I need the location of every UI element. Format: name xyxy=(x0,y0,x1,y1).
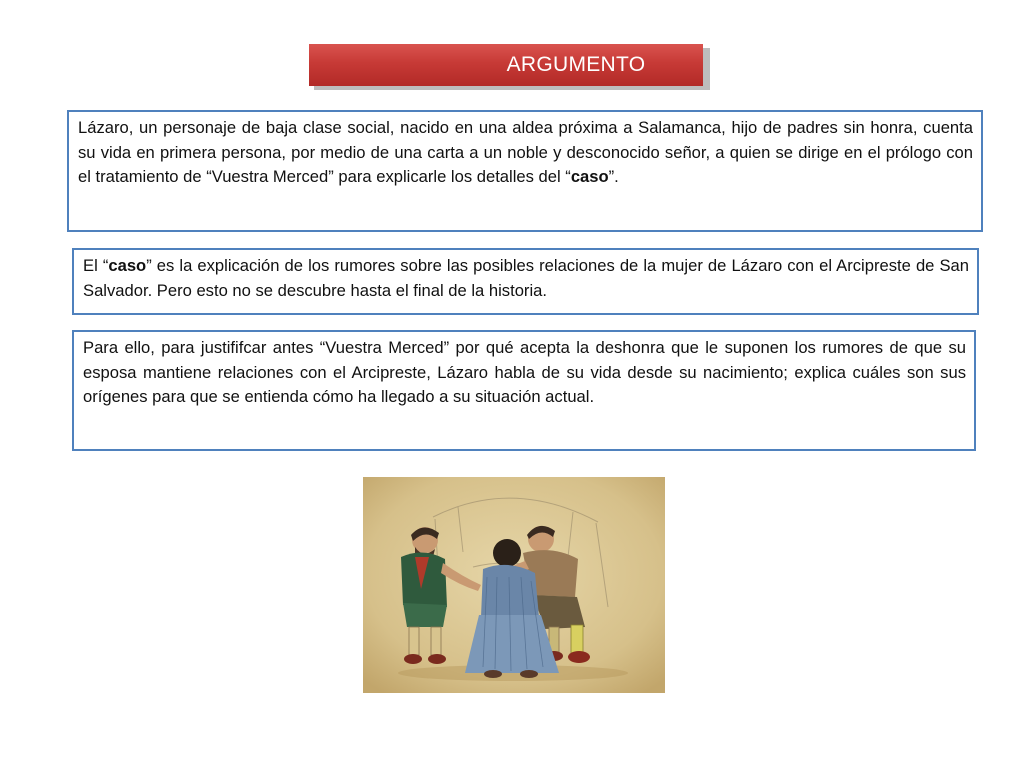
paragraph-1-end: ”. xyxy=(608,167,619,187)
paragraph-2-text: ” es la explicación de los rumores sobre las posibles relaciones de la mujer de Lázaro con el Arcipreste de San Salvador. Pero esto no se descubre hasta el final de la historia. xyxy=(83,256,969,300)
paragraph-3: Para ello, para justififcar antes “Vuestra Merced” por qué acepta la deshonra que le suponen los rumores de que su esposa mantiene relaciones con el Arcipreste, Lázaro habla de su vida desde su nacimiento; explica cuáles son sus orígenes para que se entienda cómo ha llegado a su situación actual. xyxy=(83,338,966,407)
paragraph-2-start: El “ xyxy=(83,256,109,275)
paragraph-2-bold-word: caso xyxy=(108,256,147,275)
paragraph-1 xyxy=(78,116,973,190)
slide-title: ARGUMENTO xyxy=(506,53,646,76)
title-banner xyxy=(309,44,703,86)
paragraph-box-3 xyxy=(72,330,976,451)
paragraph-1-bold-word: caso xyxy=(570,167,609,187)
paragraph-box-2 xyxy=(72,248,979,315)
paragraph-box-1 xyxy=(67,110,983,232)
paragraph-1-text: Lázaro, un personaje de baja clase social, nacido en una aldea próxima a Salamanca, hijo de padres sin honra, cuenta su vida en primera persona, por medio de una carta a un noble y desconocido señor, a quien se dirige en el prólogo con el tratamiento de “Vuestra Merced” para explicarle los detalles del “ xyxy=(78,118,973,187)
paragraph-2 xyxy=(83,254,969,303)
lazarillo-illustration xyxy=(363,477,665,693)
